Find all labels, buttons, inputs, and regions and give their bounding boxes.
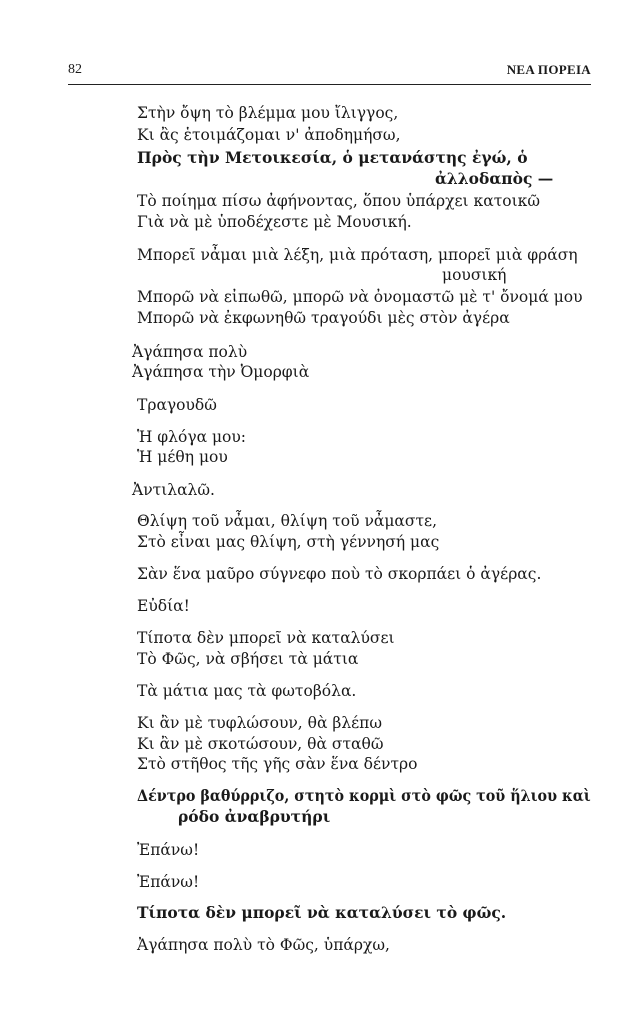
poem-line: Ἐπάνω! [137,873,200,891]
poem-line: Ἐπάνω! [137,841,200,859]
poem-line: Πρὸς τὴν Μετοικεσία, ὁ μετανάστης ἐγώ, ὁ [137,148,528,167]
poem-line: Ἡ φλόγα μου: [137,428,247,446]
poem-line: Στὸ στῆθος τῆς γῆς σὰν ἕνα δέντρο [137,755,418,773]
poem-line: Στὸ εἶναι μας θλίψη, στὴ γέννησή μας [137,533,440,551]
poem-line: Ἀγάπησα πολὺ τὸ Φῶς, ὑπάρχω, [137,936,390,954]
poem-line: Κι ἂν μὲ σκοτώσουν, θὰ σταθῶ [137,735,384,753]
running-header [68,62,591,85]
poem-line: Τραγουδῶ [137,396,217,414]
poem-line: Κι ἂς ἑτοιμάζομαι ν' ἀποδημήσω, [137,126,401,144]
poem-line: Κι ἂν μὲ τυφλώσουν, θὰ βλέπω [137,714,383,732]
poem-line: Μπορεῖ νἆμαι μιὰ λέξη, μιὰ πρόταση, μπορεῖ μιὰ φράση [137,246,578,264]
poem-line: Εὐδία! [137,597,190,615]
poem-line: Γιὰ νὰ μὲ ὑποδέχεστε μὲ Μουσική. [137,213,412,231]
poem-line: Τίποτα δὲν μπορεῖ νὰ καταλύσει [137,629,395,647]
poem-line: Ἡ μέθη μου [137,448,228,466]
poem-line: Ἀγάπησα τὴν Ὀμορφιὰ [132,363,310,381]
poem-line: Σὰν ἕνα μαῦρο σύγνεφο ποὺ τὸ σκορπάει ὁ ἀγέρας. [137,565,542,583]
poem-line: Θλίψη τοῦ νἆμαι, θλίψη τοῦ νἆμαστε, [137,512,437,530]
poem-line: μουσική [442,266,507,284]
poem-line: ἀλλοδαπὸς — [435,169,554,188]
poem-line: Τὰ μάτια μας τὰ φωτοβόλα. [137,682,357,700]
poem-line: Μπορῶ νὰ εἰπωθῶ, μπορῶ νὰ ὀνομαστῶ μὲ τ' ὄνομά μου [137,288,583,306]
poem-line: ρόδο ἀναβρυτήρι [178,807,331,826]
poem-line: Στὴν ὄψη τὸ βλέμμα μου ἴλιγγος, [137,104,399,122]
poem-line: Μπορῶ νὰ ἐκφωνηθῶ τραγούδι μὲς στὸν ἀγέρα [137,309,510,327]
poem-line: Ἀγάπησα πολὺ [132,343,248,361]
page-number: 82 [68,62,82,77]
journal-title: ΝΕΑ ΠΟΡΕΙΑ [506,62,591,77]
poem-line: Τὸ ποίημα πίσω ἀφήνοντας, ὅπου ὑπάρχει κατοικῶ [137,192,540,210]
poem-line: Τὸ Φῶς, νὰ σβήσει τὰ μάτια [137,650,359,668]
poem-line: Ἀντιλαλῶ. [132,481,215,499]
poem-line: Δέντρο βαθύρριζο, στητὸ κορμὶ στὸ φῶς τοῦ ἥλιου καὶ [137,786,591,805]
poem-line: Τίποτα δὲν μπορεῖ νὰ καταλύσει τὸ φῶς. [137,903,507,922]
